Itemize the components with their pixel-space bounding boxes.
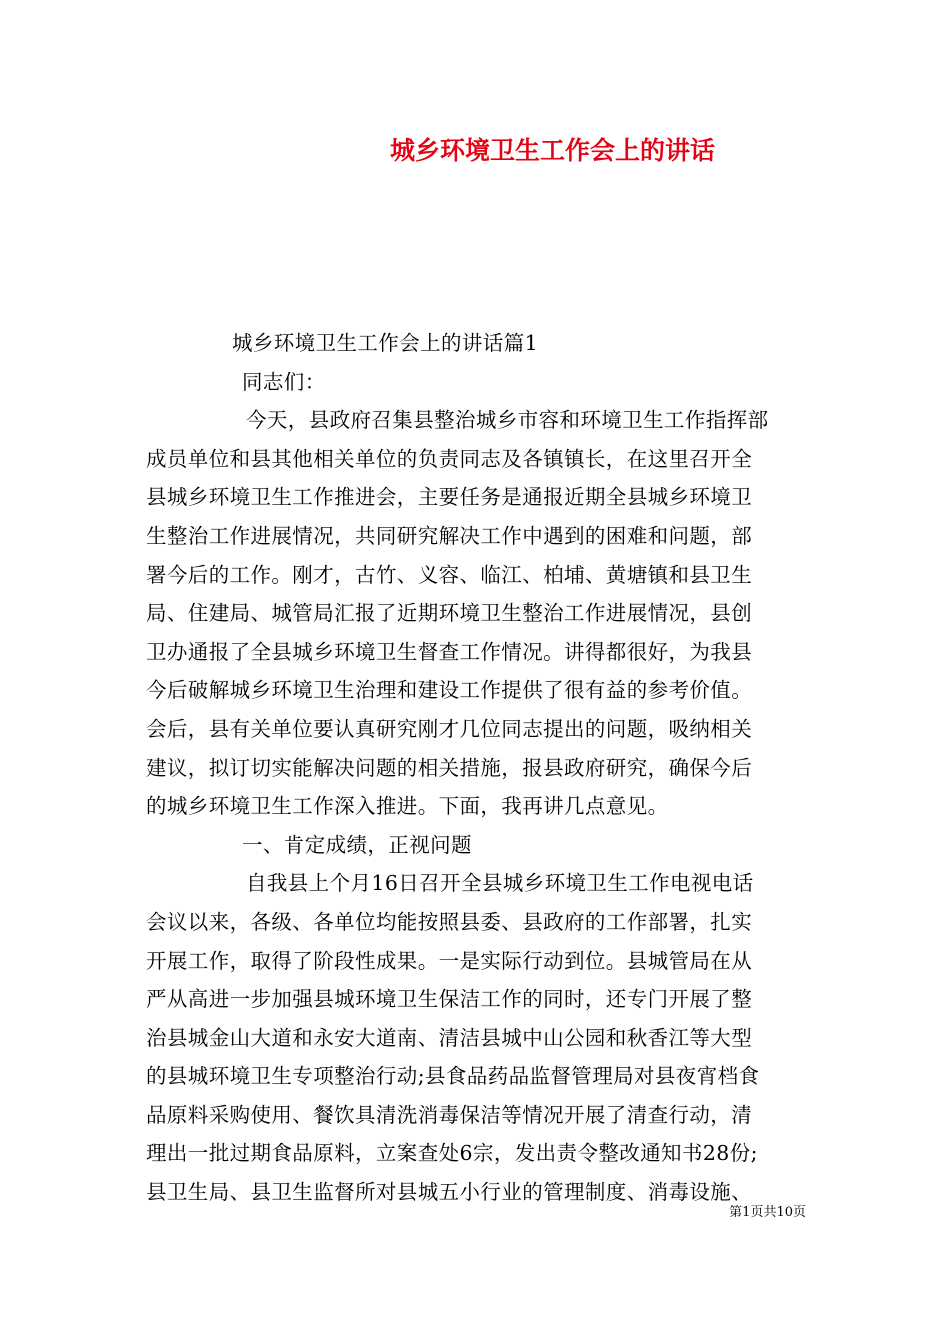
document-title: 城乡环境卫生工作会上的讲话 [390, 136, 716, 165]
body-line: 今后破解城乡环境卫生治理和建设工作提供了很有益的参考价值。 [146, 678, 753, 703]
body-line: 生整治工作进展情况，共同研究解决工作中遇到的困难和问题，部 [146, 523, 753, 548]
body-line: 成员单位和县其他相关单位的负责同志及各镇镇长，在这里召开全 [146, 446, 753, 471]
body-line: 县城乡环境卫生工作推进会，主要任务是通报近期全县城乡环境卫 [146, 485, 753, 510]
body-line: 理出一批过期食品原料，立案查处6宗，发出责令整改通知书28份; [146, 1141, 758, 1166]
body-line: 会议以来，各级、各单位均能按照县委、县政府的工作部署，扎实 [146, 909, 753, 934]
greeting-line: 同志们： [242, 369, 326, 394]
section-heading: 城乡环境卫生工作会上的讲话篇1 [232, 331, 539, 355]
body-line: 开展工作，取得了阶段性成果。一是实际行动到位。县城管局在从 [146, 948, 753, 973]
body-line: 的城乡环境卫生工作深入推进。下面，我再讲几点意见。 [146, 794, 669, 819]
body-line: 局、住建局、城管局汇报了近期环境卫生整治工作进展情况，县创 [146, 601, 753, 626]
body-line: 的县城环境卫生专项整治行动;县食品药品监督管理局对县夜宵档食 [146, 1064, 760, 1089]
body-line: 署今后的工作。刚才，古竹、义容、临江、柏埔、黄塘镇和县卫生 [146, 562, 753, 587]
body-line: 自我县上个月16日召开全县城乡环境卫生工作电视电话 [246, 871, 754, 896]
body-line: 品原料采购使用、餐饮具清洗消毒保洁等情况开展了清查行动，清 [146, 1102, 753, 1127]
page-number: 第1页共10页 [729, 1205, 806, 1220]
body-line: 今天，县政府召集县整治城乡市容和环境卫生工作指挥部 [246, 408, 769, 433]
body-line: 治县城金山大道和永安大道南、清洁县城中山公园和秋香江等大型 [146, 1025, 753, 1050]
body-line: 严从高进一步加强县城环境卫生保洁工作的同时，还专门开展了整 [146, 987, 753, 1012]
body-line: 卫办通报了全县城乡环境卫生督查工作情况。讲得都很好，为我县 [146, 639, 753, 664]
body-line: 会后，县有关单位要认真研究刚才几位同志提出的问题，吸纳相关 [146, 716, 753, 741]
body-line: 县卫生局、县卫生监督所对县城五小行业的管理制度、消毒设施、 [146, 1180, 753, 1205]
section-heading: 一、肯定成绩，正视问题 [242, 832, 472, 857]
body-line: 建议，拟订切实能解决问题的相关措施，报县政府研究，确保今后 [146, 755, 753, 780]
document-body [146, 324, 810, 1212]
